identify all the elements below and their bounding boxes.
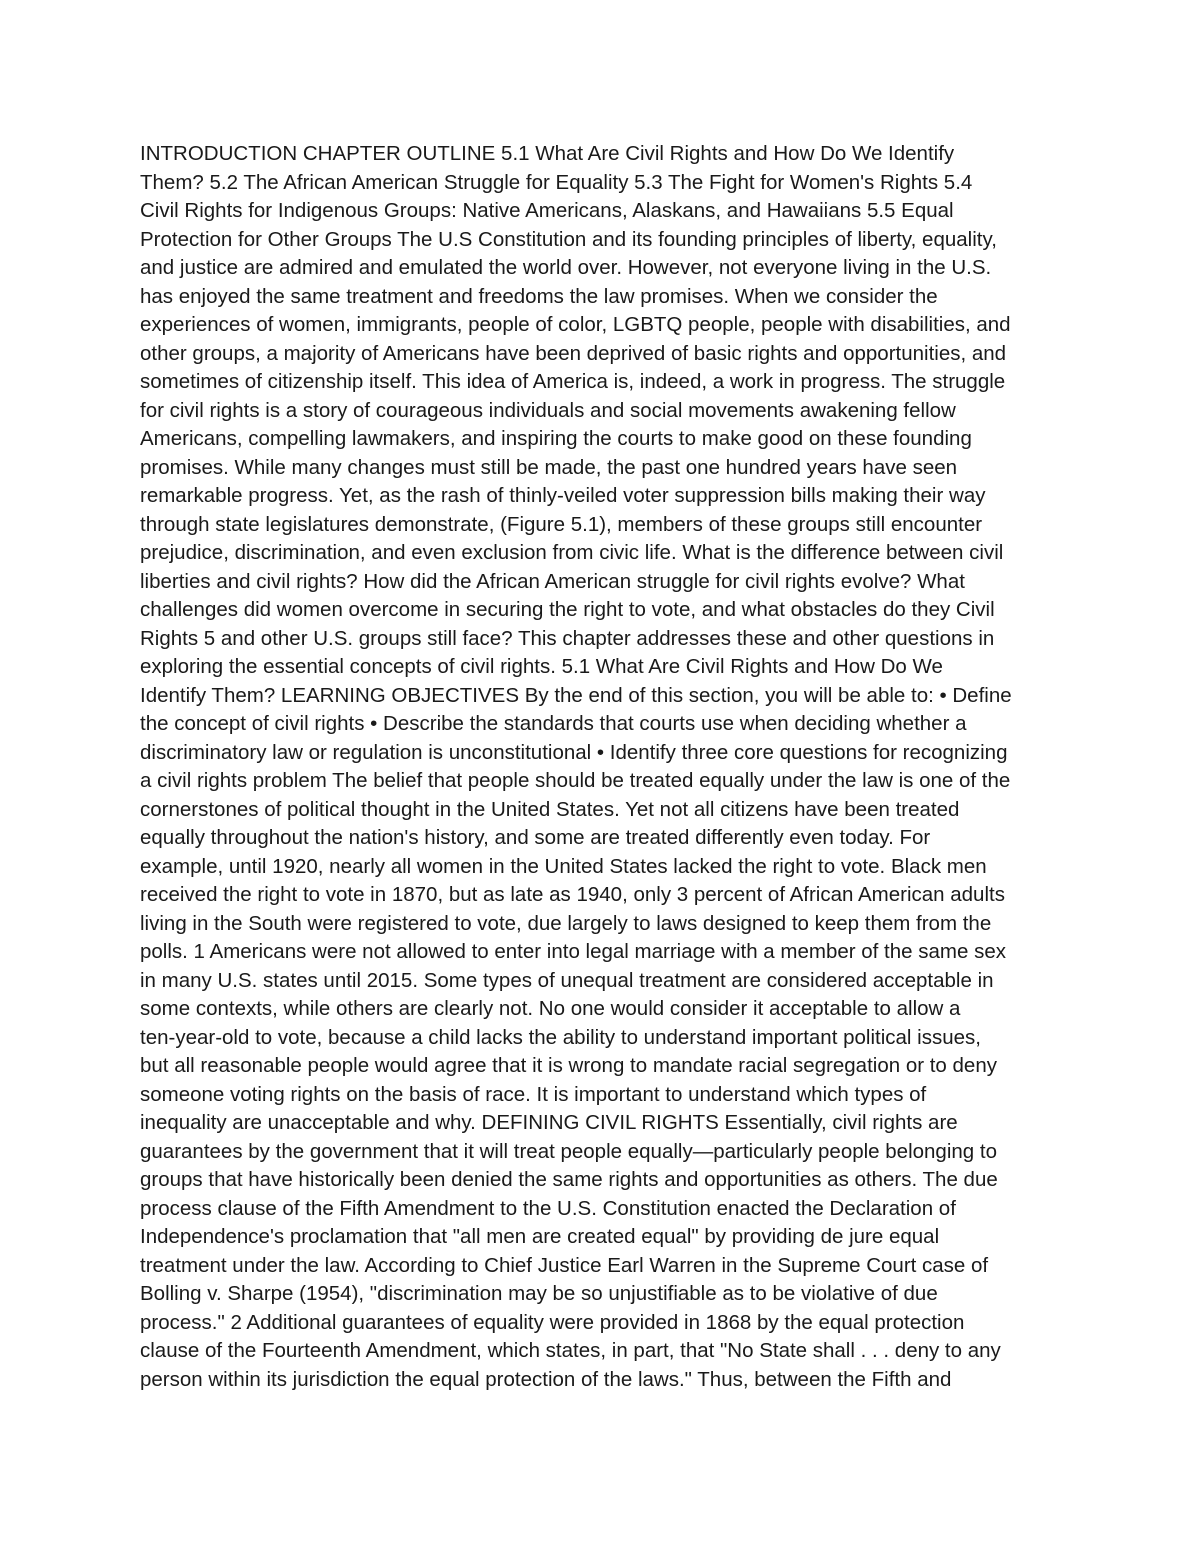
text-line: Civil Rights for Indigenous Groups: Native Americans, Alaskans, and Hawaiians 5.5 Equal xyxy=(140,199,954,222)
text-line: experiences of women, immigrants, people of color, LGBTQ people, people with disabilities, and xyxy=(140,313,1011,336)
text-line: sometimes of citizenship itself. This idea of America is, indeed, a work in progress. The struggle xyxy=(140,370,1006,393)
text-line: Independence's proclamation that "all men are created equal" by providing de jure equal xyxy=(140,1225,940,1248)
text-line: ten-year-old to vote, because a child lacks the ability to understand important political issues, xyxy=(140,1025,981,1049)
text-line: exploring the essential concepts of civil rights. 5.1 What Are Civil Rights and How Do We xyxy=(140,655,943,678)
text-line: polls. 1 Americans were not allowed to enter into legal marriage with a member of the same sex xyxy=(140,940,1006,963)
text-line: Americans, compelling lawmakers, and inspiring the courts to make good on these founding xyxy=(140,427,972,450)
text-line: Rights 5 and other U.S. groups still face? This chapter addresses these and other questions in xyxy=(140,626,995,650)
text-line: received the right to vote in 1870, but as late as 1940, only 3 percent of African American adults xyxy=(140,883,1005,906)
text-line: the concept of civil rights • Describe the standards that courts use when deciding whether a xyxy=(140,712,967,735)
text-line: Identify Them? LEARNING OBJECTIVES By the end of this section, you will be able to: • Define xyxy=(140,683,1012,707)
text-line: treatment under the law. According to Chief Justice Earl Warren in the Supreme Court case of xyxy=(140,1253,989,1277)
text-line: someone voting rights on the basis of race. It is important to understand which types of xyxy=(140,1082,927,1106)
text-line: remarkable progress. Yet, as the rash of thinly-veiled voter suppression bills making their way xyxy=(140,484,986,507)
text-line: INTRODUCTION CHAPTER OUTLINE 5.1 What Are Civil Rights and How Do We Identify xyxy=(140,142,955,165)
text-line: and justice are admired and emulated the world over. However, not everyone living in the U.S. xyxy=(140,256,992,279)
text-line: Bolling v. Sharpe (1954), "discrimination may be so unjustifiable as to be violative of due xyxy=(140,1282,938,1305)
text-line: discriminatory law or regulation is unconstitutional • Identify three core questions for recognizing xyxy=(140,740,1008,764)
text-line: guarantees by the government that it will treat people equally—particularly people belonging to xyxy=(140,1139,997,1163)
text-line: for civil rights is a story of courageous individuals and social movements awakening fellow xyxy=(140,398,956,422)
text-line: equally throughout the nation's history, and some are treated differently even today. For xyxy=(140,826,931,849)
text-line: has enjoyed the same treatment and freedoms the law promises. When we consider the xyxy=(140,284,938,308)
text-line: prejudice, discrimination, and even exclusion from civic life. What is the difference between civil xyxy=(140,541,1004,564)
text-line: inequality are unacceptable and why. DEFINING CIVIL RIGHTS Essentially, civil rights are xyxy=(140,1111,958,1134)
text-line: groups that have historically been denied the same rights and opportunities as others. The due xyxy=(140,1168,998,1191)
text-line: clause of the Fourteenth Amendment, which states, in part, that "No State shall . . . deny to any xyxy=(140,1339,1001,1362)
text-line: cornerstones of political thought in the United States. Yet not all citizens have been treated xyxy=(140,797,960,821)
text-line: Protection for Other Groups The U.S Constitution and its founding principles of liberty, equality, xyxy=(140,227,997,251)
text-line: some contexts, while others are clearly not. No one would consider it acceptable to allow a xyxy=(140,997,961,1020)
text-line: promises. While many changes must still be made, the past one hundred years have seen xyxy=(140,455,958,479)
text-line: example, until 1920, nearly all women in the United States lacked the right to vote. Black men xyxy=(140,854,987,878)
text-line: process clause of the Fifth Amendment to the U.S. Constitution enacted the Declaration of xyxy=(140,1196,956,1220)
body-text xyxy=(140,140,1070,1394)
text-line: challenges did women overcome in securing the right to vote, and what obstacles do they Civil xyxy=(140,598,995,621)
text-line: process." 2 Additional guarantees of equality were provided in 1868 by the equal protection xyxy=(140,1310,965,1334)
text-line: other groups, a majority of Americans have been deprived of basic rights and opportunities, and xyxy=(140,341,1007,365)
text-line: Them? 5.2 The African American Struggle for Equality 5.3 The Fight for Women's Rights 5.4 xyxy=(140,170,973,194)
text-line: person within its jurisdiction the equal protection of the laws." Thus, between the Fifth and xyxy=(140,1367,952,1391)
text-line: a civil rights problem The belief that people should be treated equally under the law is one of the xyxy=(140,769,1011,792)
text-line: in many U.S. states until 2015. Some types of unequal treatment are considered acceptable in xyxy=(140,968,994,992)
text-line: living in the South were registered to vote, due largely to laws designed to keep them from the xyxy=(140,911,992,935)
text-line: but all reasonable people would agree that it is wrong to mandate racial segregation or to deny xyxy=(140,1054,997,1077)
text-line: through state legislatures demonstrate, (Figure 5.1), members of these groups still encounter xyxy=(140,512,983,536)
text-line: liberties and civil rights? How did the African American struggle for civil rights evolve? What xyxy=(140,569,965,593)
